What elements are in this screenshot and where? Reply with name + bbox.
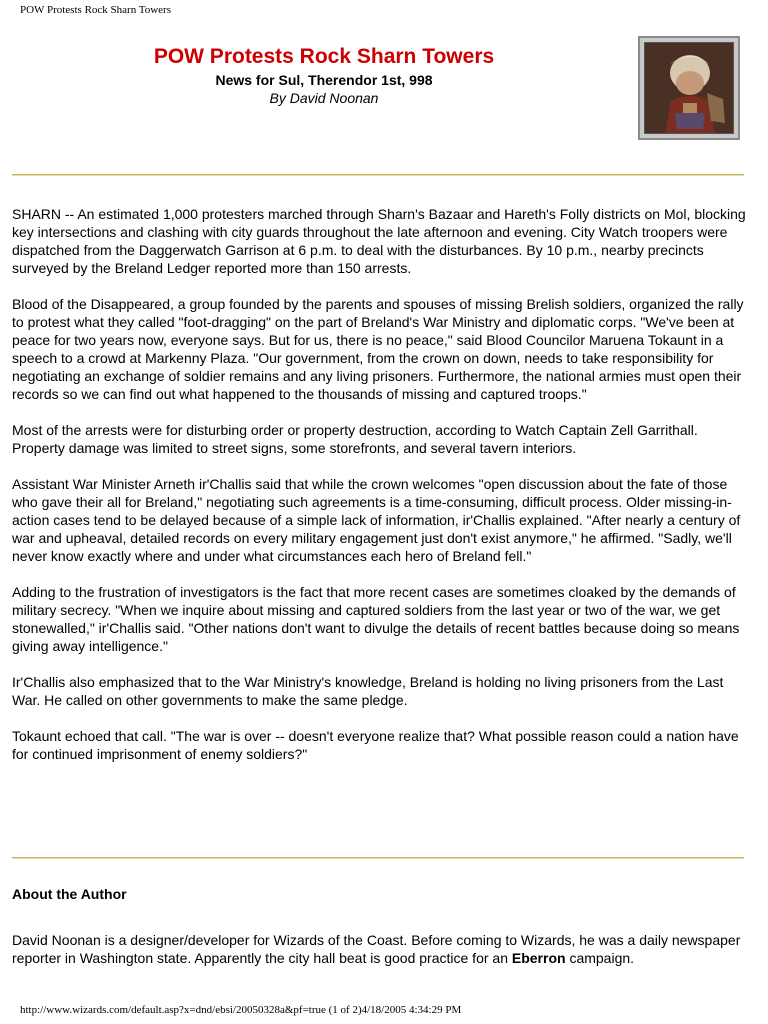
about-text-start: David Noonan is a designer/developer for Wizards of the Coast. Before coming to Wizards, he was a daily newspaper reporter in Washington state. Apparently the city hall beat is good practice for an bbox=[12, 932, 741, 966]
about-text-bold: Eberron bbox=[511, 950, 566, 966]
article-header bbox=[0, 44, 648, 107]
article-paragraph: SHARN -- An estimated 1,000 protesters marched through Sharn's Bazaar and Hareth's Folly districts on Mol, blocking key intersections and clashing with city guards throughout the late afternoon and evening. City Watch troopers were dispatched from the Daggerwatch Garrison at 6 p.m. to deal with the disturbances. By 10 p.m., nearby precincts surveyed by the Breland Ledger reported more than 150 arrests. bbox=[12, 206, 746, 276]
article-title: POW Protests Rock Sharn Towers bbox=[153, 45, 495, 68]
print-footer-url: http://www.wizards.com/default.asp?x=dnd/ebsi/20050328a&pf=true (1 of 2)4/18/2005 4:34:29 PM bbox=[20, 1004, 462, 1016]
article-paragraph: Tokaunt echoed that call. "The war is over -- doesn't everyone realize that? What possible reason could a nation have for continued imprisonment of enemy soldiers?" bbox=[12, 728, 739, 762]
divider-top bbox=[12, 174, 744, 176]
author-portrait-image bbox=[638, 36, 740, 140]
article-body bbox=[12, 205, 752, 781]
about-author-heading: About the Author bbox=[12, 886, 127, 902]
divider-bottom bbox=[12, 857, 744, 859]
article-paragraph: Ir'Challis also emphasized that to the War Ministry's knowledge, Breland is holding no living prisoners from the Last War. He called on other governments to make the same pledge. bbox=[12, 674, 724, 708]
article-paragraph: Adding to the frustration of investigators is the fact that more recent cases are sometimes cloaked by the demands of military secrecy. "When we inquire about missing and captured soldiers from the last year or two of the war, we get stonewalled," ir'Challis said. "Other nations don't want to divulge the details of recent battles because doing so means giving away intelligence." bbox=[12, 584, 740, 654]
about-author-text bbox=[12, 931, 758, 967]
portrait-icon bbox=[644, 42, 734, 134]
article-paragraph: Assistant War Minister Arneth ir'Challis said that while the crown welcomes "open discussion about the fate of those who gave their all for Breland," negotiating such agreements is a time-consuming, difficult process. Older missing-in-action cases tend to be delayed because of a simple lack of information, ir'Challis explained. "After nearly a century of war and upheaval, detailed records on every military engagement just don't exist anymore," he affirmed. "Sadly, we'll never know exactly where and under what circumstances each hero of Breland fell." bbox=[12, 476, 741, 564]
print-header: POW Protests Rock Sharn Towers bbox=[20, 4, 171, 16]
about-text-end: campaign. bbox=[565, 950, 635, 966]
article-paragraph: Most of the arrests were for disturbing order or property destruction, according to Watch Captain Zell Garrithall. Property damage was limited to street signs, some storefronts, and several tavern interiors. bbox=[12, 422, 698, 456]
article-byline: By David Noonan bbox=[269, 90, 379, 106]
article-paragraph: Blood of the Disappeared, a group founded by the parents and spouses of missing Brelish soldiers, organized the rally to protest what they called "foot-dragging" on the part of Breland's War Ministry and diplomatic corps. "We've been at peace for two years now, everyone says. But for us, there is no peace," said Blood Councilor Maruena Tokaunt in a speech to a crowd at Markenny Plaza. "Our government, from the crown on down, needs to take responsibility for negotiating an exchange of soldier remains and any living prisoners. Furthermore, the national armies must open their records so we can find out what happened to the thousands of missing and captured troops." bbox=[12, 296, 744, 402]
article-subtitle: News for Sul, Therendor 1st, 998 bbox=[215, 72, 433, 88]
